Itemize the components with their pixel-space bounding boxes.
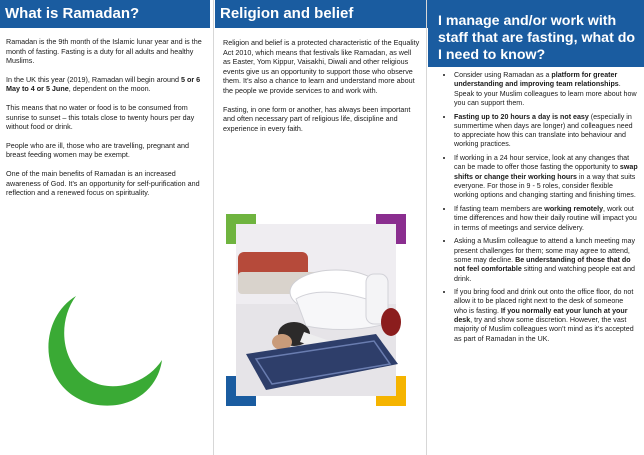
column-divider-1 — [213, 0, 214, 455]
column-what-is-ramadan — [0, 0, 210, 198]
fasting-faith-text: Fasting, in one form or another, has always been important and often necessary part of religious life, discipline and experience in every faith. — [223, 104, 411, 133]
advice-item-lunch-meeting: • Asking a Muslim colleague to attend a lunch meeting may present challenges for them; some may agree to attend, some may decline. Be understanding of those that do not feel comfortable sitting and watching people eat and drink. — [454, 236, 638, 283]
advice-item-fasting-hours: • Fasting up to 20 hours a day is not easy (especially in summertime when days are longer) and colleagues need to appreciate how this can translate into behaviour and working practices. — [454, 112, 638, 150]
heading-religion-and-belief: Religion and belief — [215, 0, 428, 28]
ramadan-intro-text: Ramadan is the 9th month of the Islamic lunar year and is the month of fasting. Fasting is a duty for all adults and healthy Muslims. — [6, 37, 202, 66]
exemptions-text: People who are ill, those who are travelling, pregnant and breast feeding women may be exempt. — [6, 140, 189, 160]
advice-list — [428, 70, 644, 344]
heading-managing-fasting-staff: I manage and/or work with staff that are fasting, what do I need to know? — [428, 0, 644, 67]
column-divider-2 — [426, 0, 427, 455]
benefits-text: One of the main benefits of Ramadan is an increased awareness of God. It’s an opportunity for self-purification and reflection and a renewed focus on spirituality. — [6, 168, 200, 198]
praying-man-photo — [226, 214, 406, 406]
advice-item-shifts: • If working in a 24 hour service, look at any changes that can be made to offer those fasting the opportunity to swap shifts or change their working hours in a way that suits everyone. For those in 9 - 5 roles, consider flexible working options and changing starting and finishing times. — [454, 153, 638, 200]
heading-what-is-ramadan: What is Ramadan? — [0, 0, 210, 28]
advice-item-remote: • If fasting team members are working remotely, work out time differences and how their daily routine will impact you in terms of meetings and service delivery. — [454, 204, 638, 233]
advice-item-food-office: • If you bring food and drink out onto the office floor, do not allow it to be placed right next to the desk of someone who is fasting. If you normally eat your lunch at your desk, try and show some discretion. However, the vast majority of Muslim colleagues won’t mind as it’s accepted as part of Ramadan in the UK. — [454, 287, 638, 344]
religion-belief-text: Religion and belief is a protected characteristic of the Equality Act 2010, which means that festivals like Ramadan, as well as Easter, Yom Kippur, Vaisakhi, Diwali and other religious events give us an opportunity to support those who observe them. It’s also a chance to learn and understand more about the people we provide services to and work with. — [223, 38, 420, 95]
crescent-moon-icon — [30, 290, 165, 410]
column-managing-fasting-staff — [428, 0, 644, 347]
ramadan-dates-text: In the UK this year (2019), Ramadan will begin around 5 or 6 May to 4 or 5 June, dependent on the moon. — [6, 74, 201, 94]
column-religion-and-belief — [215, 0, 428, 133]
advice-item-understanding: • Consider using Ramadan as a platform for greater understanding and improving team relationships. Speak to your Muslim colleagues to learn more about how you can support them. — [454, 70, 638, 108]
fasting-meaning-text: This means that no water or food is to be consumed from sunrise to sunset – this totals close to twenty hours per day without food or drink. — [6, 102, 195, 132]
